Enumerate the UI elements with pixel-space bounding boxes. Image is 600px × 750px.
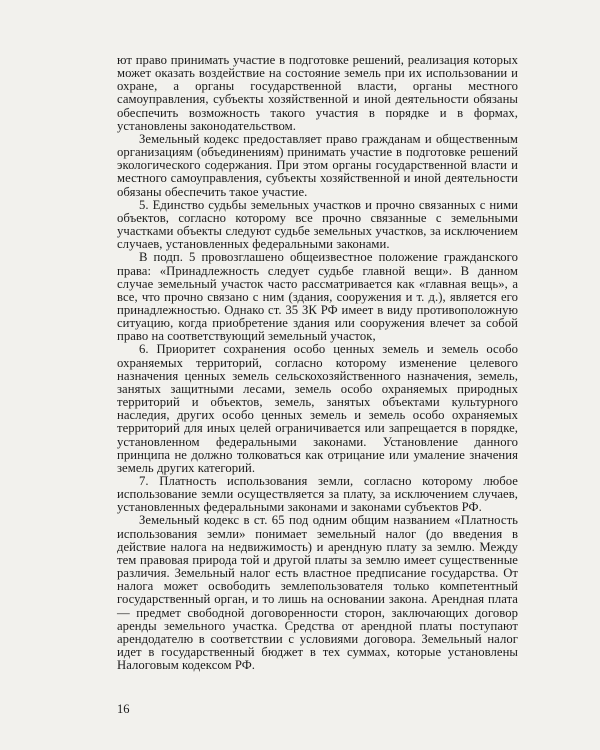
page-number: 16 [117,702,130,716]
paragraph-principle-5: 5. Единство судьбы земельных участков и прочно связанных с ними объектов, согласно которому все прочно связанные с земельными участками объекты следуют судьбе земельных участков, за исключением случаев, установленных федеральными законами. [117,197,518,252]
paragraph-principle-5-commentary: В подп. 5 провозглашено общеизвестное положение гражданского права: «Принадлежность следует судьбе главной вещи». В данном случае земельный участок часто рассматривается как «главная вещь», а все, что прочно связано с ним (здания, сооружения и т. д.), является его принадлежностью. Однако ст. 35 ЗК РФ имеет в виду противоположную ситуацию, когда приобретение здания или сооружения влечет за собой право на соответствующий земельный участок, [117,250,518,344]
paragraph-principle-6: 6. Приоритет сохранения особо ценных земель и земель особо охраняемых территорий, согласно которому изменение целевого назначения ценных земель сельскохозяйственного назначения, земель, занятых защитными лесами, земель особо охраняемых природных территорий и объектов, земель, занятых объектами культурного наследия, других особо ценных земель и земель особо охраняемых территорий для иных целей ограничивается или запрещается в порядке, установленном федеральными законами. Установление данного принципа не должно толковаться как отрицание или умаление значения земель других категорий. [117,342,518,475]
paragraph-land-code-participation: Земельный кодекс предоставляет право гражданам и общественным организациям (объединениям) принимать участие в подготовке решений экологического содержания. При этом органы государственной власти и местного самоуправления, субъекты хозяйственной и иной деятельности обязаны обеспечить такое участие. [117,131,518,199]
paragraph-principle-7-commentary: Земельный кодекс в ст. 65 под одним общим названием «Платность использования земли» понимает земельный налог (до введения в действие налога на недвижимость) и арендную плату за землю. Между тем правовая природа той и другой платы за землю имеет существенные различия. Земельный налог есть властное предписание государства. От налога может освободить землепользователя только компетентный государственный орган, и то лишь на основании закона. Арендная плата — предмет свободной договоренности сторон, заключающих договор аренды земельного участка. Средства от арендной платы поступают арендодателю в соответствии с условиями договора. Земельный налог идет в государственный бюджет в тех суммах, которые установлены Налоговым кодексом РФ. [117,513,518,673]
paragraph-participation-rights: ют право принимать участие в подготовке решений, реализация которых может оказать воздействие на состояние земель при их использовании и охране, а органы государственной власти, органы местного самоуправления, субъекты хозяйственной и иной деятельности обязаны обеспечить возможность такого участия в порядке и в формах, установлены законодательством. [117,53,518,133]
paragraph-principle-7: 7. Платность использования земли, согласно которому любое использование земли осуществляется за плату, за исключением случаев, установленных федеральными законами и законами субъектов РФ. [117,474,518,515]
